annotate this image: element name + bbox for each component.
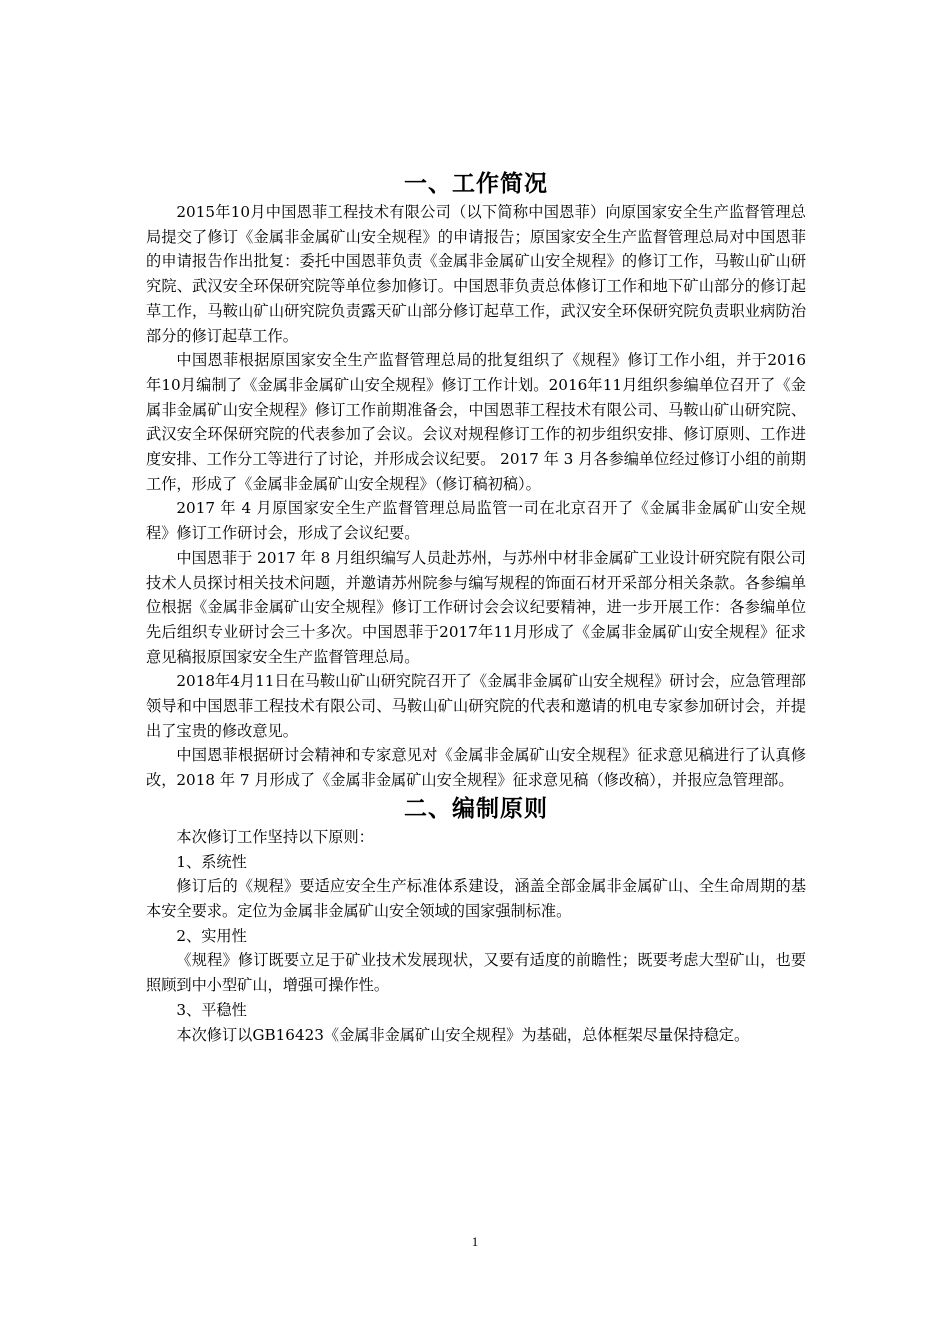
page-number: 1 — [471, 1234, 479, 1249]
section-2-title: 二、编制原则 — [404, 795, 548, 822]
principle-text: 《规程》修订既要立足于矿业技术发展现状，又要有适度的前瞻性；既要考虑大型矿山，也要照顾到中小型矿山，增强可操作性。 — [146, 951, 806, 995]
document-body — [146, 168, 806, 1047]
principle-heading: 1、系统性 — [176, 852, 247, 871]
section-1-paragraph: 中国恩菲于 2017 年 8 月组织编写人员赴苏州，与苏州中材非金属矿工业设计研究院有限公司技术人员探讨相关技术问题，并邀请苏州院参与编写规程的饰面石材开采部分相关条款。各参编单位根据《金属非金属矿山安全规程》修订工作研讨会会议纪要精神，进一步开展工作：各参编单位先后组织专业研讨会三十多次。中国恩菲于2017年11月形成了《金属非金属矿山安全规程》征求意见稿报原国家安全生产监督管理总局。 — [146, 548, 806, 666]
principle-heading: 2、实用性 — [176, 926, 247, 945]
principle-text: 本次修订以GB16423《金属非金属矿山安全规程》为基础，总体框架尽量保持稳定。 — [176, 1025, 750, 1044]
section-1-paragraph: 中国恩菲根据原国家安全生产监督管理总局的批复组织了《规程》修订工作小组，并于2016年10月编制了《金属非金属矿山安全规程》修订工作计划。2016年11月组织参编单位召开了《金属非金属矿山安全规程》修订工作前期准备会，中国恩菲工程技术有限公司、马鞍山矿山研究院、武汉安全环保研究院的代表参加了会议。会议对规程修订工作的初步组织安排、修订原则、工作进度安排、工作分工等进行了讨论，并形成会议纪要。 2017 年 3 月各参编单位经过修订小组的前期工作，形成了《金属非金属矿山安全规程》（修订稿初稿）。 — [146, 351, 806, 493]
section-1-paragraph: 2017 年 4 月原国家安全生产监督管理总局监管一司在北京召开了《金属非金属矿山安全规程》修订工作研讨会，形成了会议纪要。 — [146, 499, 806, 543]
section-1-paragraph: 2018年4月11日在马鞍山矿山研究院召开了《金属非金属矿山安全规程》研讨会，应急管理部领导和中国恩菲工程技术有限公司、马鞍山矿山研究院的代表和邀请的机电专家参加研讨会，并提出了宝贵的修改意见。 — [146, 672, 806, 740]
principle-heading: 3、平稳性 — [176, 1000, 247, 1019]
principle-text: 修订后的《规程》要适应安全生产标准体系建设，涵盖全部金属非金属矿山、全生命周期的基本安全要求。定位为金属非金属矿山安全领域的国家强制标准。 — [146, 877, 806, 920]
section-1-paragraph: 中国恩菲根据研讨会精神和专家意见对《金属非金属矿山安全规程》征求意见稿进行了认真修改，2018 年 7 月形成了《金属非金属矿山安全规程》征求意见稿（修改稿），并报应急管理部。 — [146, 746, 806, 790]
section-2-intro: 本次修订工作坚持以下原则： — [176, 827, 374, 846]
section-1-paragraph: 2015年10月中国恩菲工程技术有限公司（以下简称中国恩菲）向原国家安全生产监督管理总局提交了修订《金属非金属矿山安全规程》的申请报告；原国家安全生产监督管理总局对中国恩菲的申请报告作出批复：委托中国恩菲负责《金属非金属矿山安全规程》的修订工作，马鞍山矿山研究院、武汉安全环保研究院等单位参加修订。中国恩菲负责总体修订工作和地下矿山部分的修订起草工作，马鞍山矿山研究院负责露天矿山部分修订起草工作，武汉安全环保研究院负责职业病防治部分的修订起草工作。 — [146, 203, 806, 345]
section-1-title: 一、工作简况 — [404, 171, 548, 197]
